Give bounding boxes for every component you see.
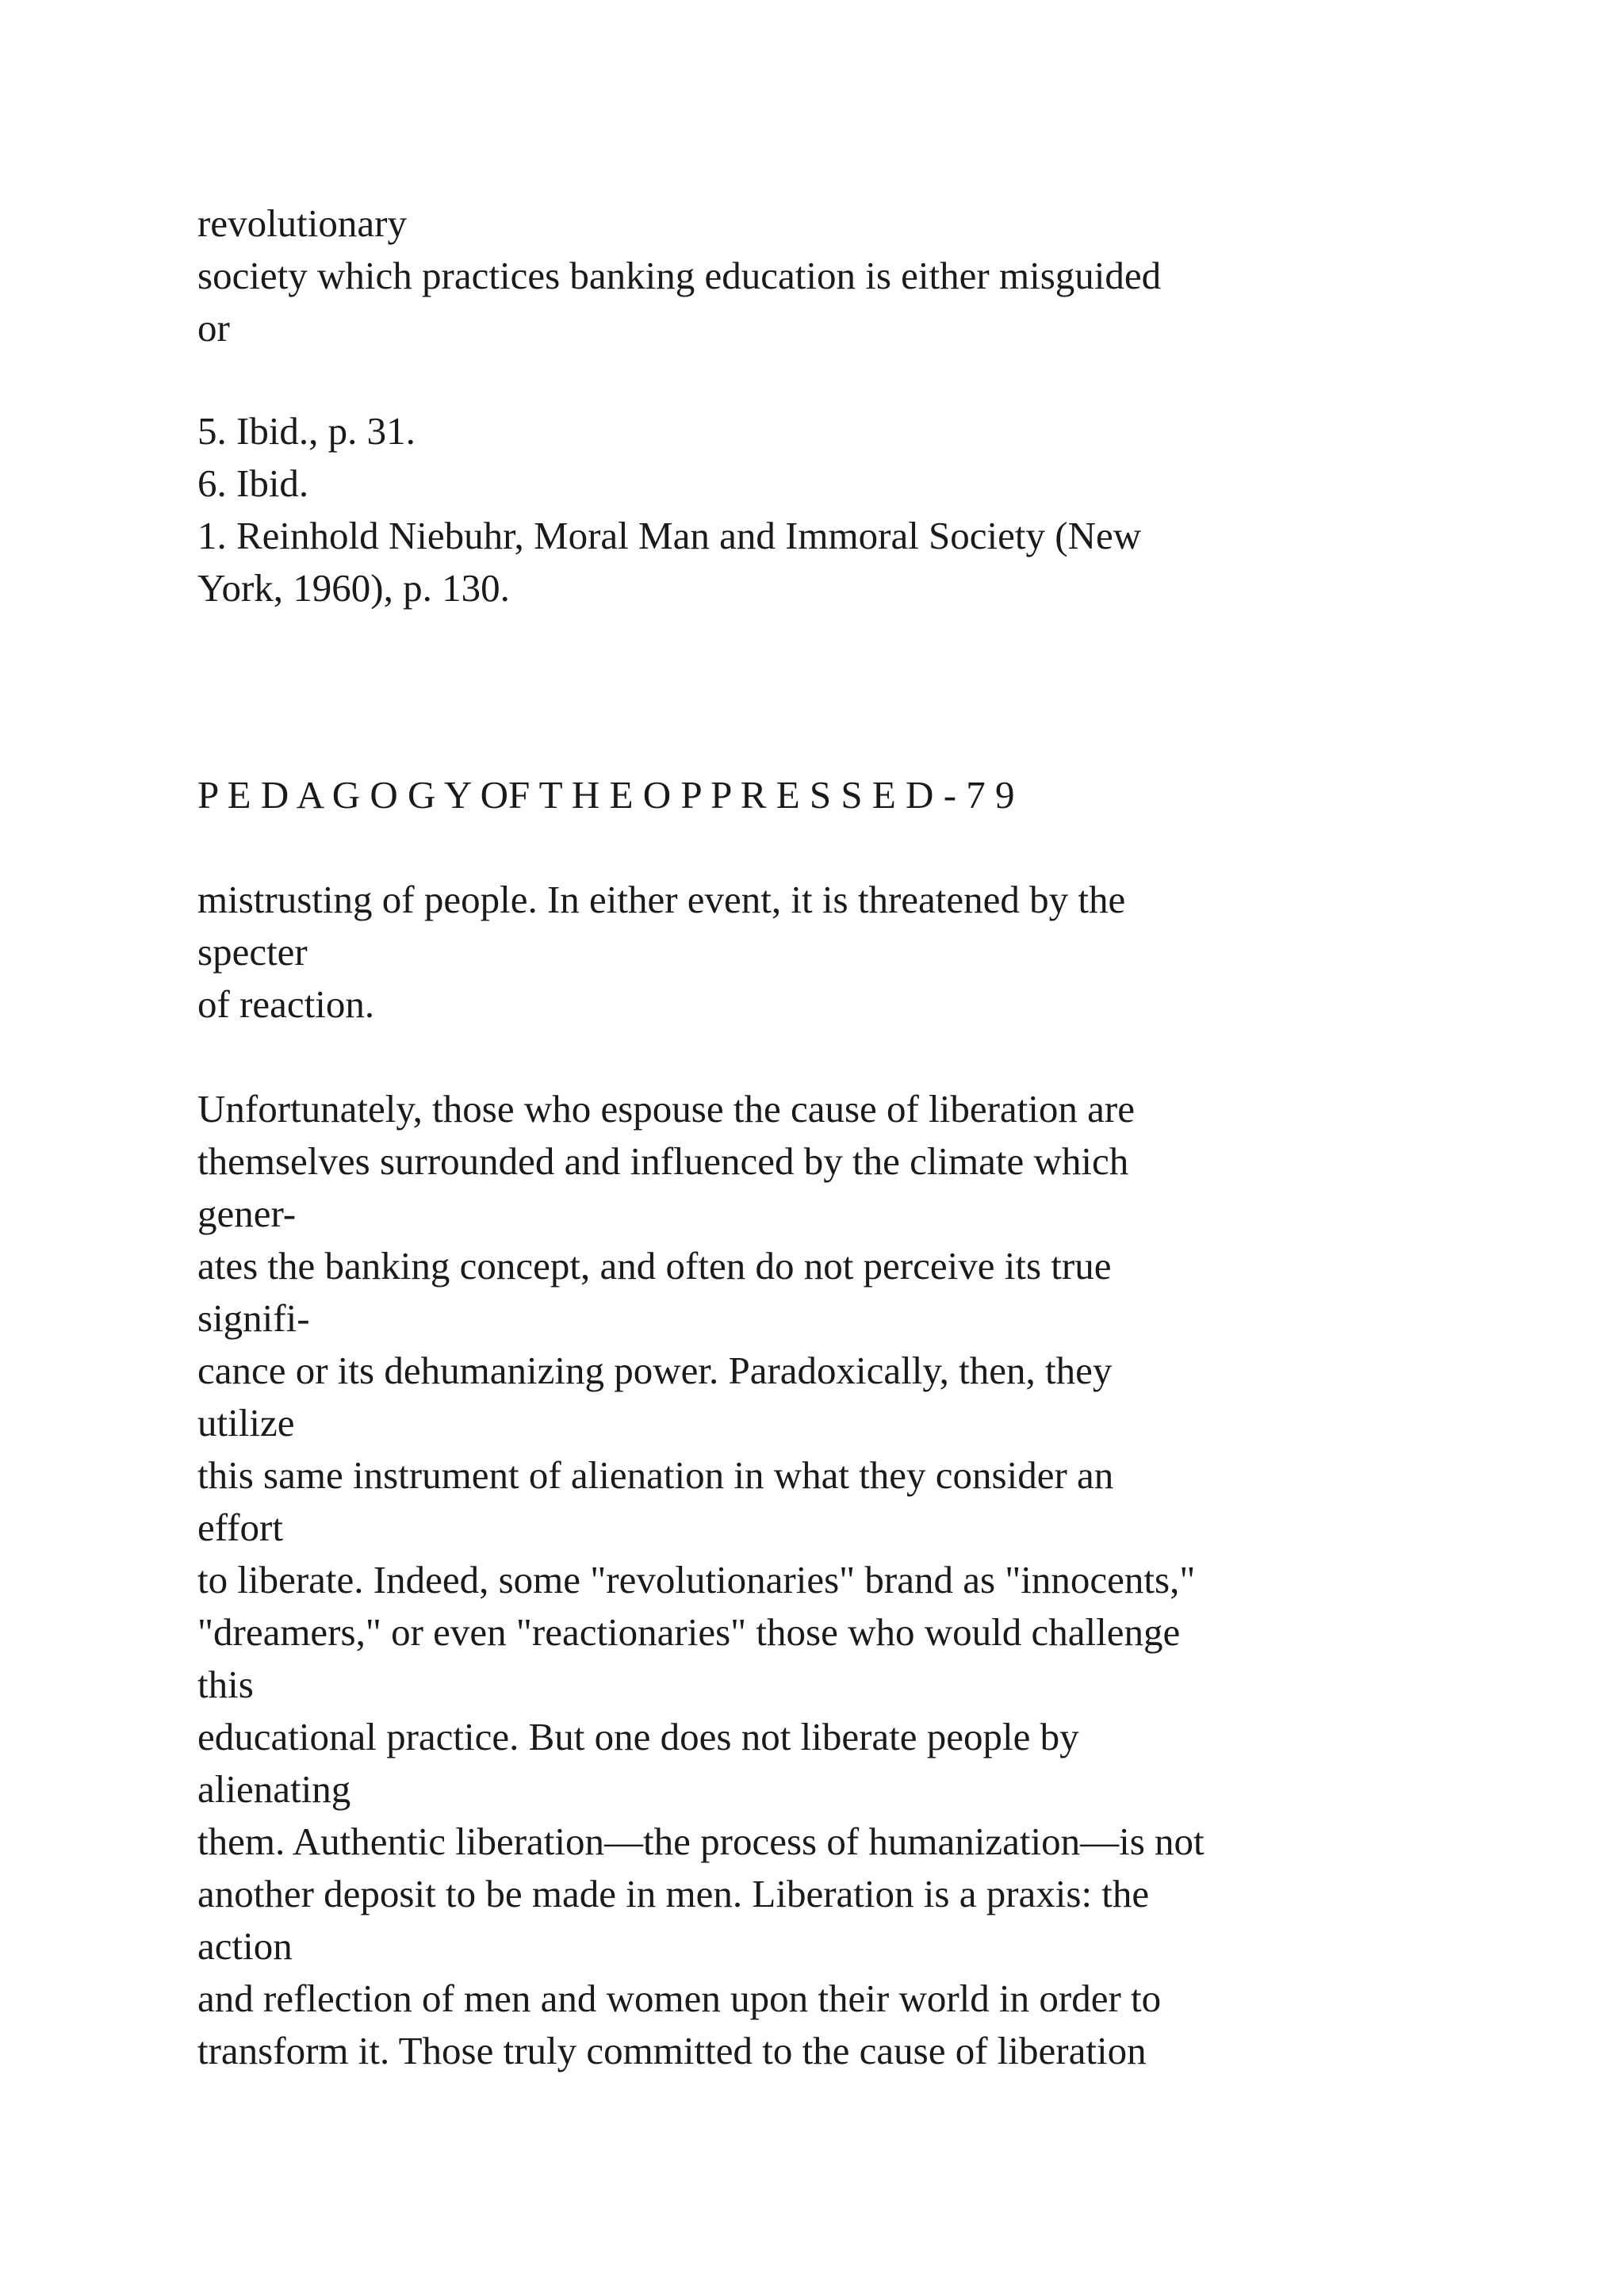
- paragraph2-line: utilize: [197, 1401, 295, 1445]
- paragraph1-line: of reaction.: [197, 982, 375, 1026]
- running-header-text: P E D A G O G Y OF T H E O P P R E S S E D - 7 9: [197, 773, 1015, 817]
- intro-fragment: [197, 197, 1561, 354]
- paragraph2-line: to liberate. Indeed, some "revolutionaries" brand as "innocents,": [197, 1558, 1196, 1601]
- footnotes: [197, 405, 1561, 614]
- paragraph2-line: transform it. Those truly committed to the cause of liberation: [197, 2029, 1147, 2072]
- paragraph2-line: them. Authentic liberation—the process of humanization—is not: [197, 1820, 1205, 1863]
- text-line: or: [197, 306, 230, 350]
- paragraph2-line: educational practice. But one does not liberate people by: [197, 1715, 1079, 1758]
- paragraph2-line: Unfortunately, those who espouse the cause of liberation are: [197, 1087, 1135, 1131]
- paragraph2-line: action: [197, 1924, 293, 1968]
- footnote-line: 6. Ibid.: [197, 461, 309, 505]
- footnote-line: 1. Reinhold Niebuhr, Moral Man and Immoral Society (New: [197, 514, 1142, 557]
- paragraph2-line: ates the banking concept, and often do not perceive its true: [197, 1244, 1112, 1288]
- paragraph2-line: effort: [197, 1506, 283, 1549]
- paragraph1-line: mistrusting of people. In either event, it is threatened by the: [197, 878, 1126, 921]
- body-text: [197, 874, 1561, 2077]
- paragraph2-line: cance or its dehumanizing power. Paradoxically, then, they: [197, 1349, 1113, 1392]
- paragraph2-line: and reflection of men and women upon their world in order to: [197, 1976, 1162, 2020]
- paragraph2-line: this: [197, 1663, 254, 1706]
- text-line: revolutionary: [197, 201, 407, 245]
- paragraph2-line: alienating: [197, 1767, 351, 1811]
- footnote-line: 5. Ibid., p. 31.: [197, 409, 416, 453]
- paragraph2-line: signifi-: [197, 1296, 310, 1340]
- paragraph2-line: themselves surrounded and influenced by the climate which: [197, 1139, 1129, 1183]
- paragraph-gap: [197, 1031, 1561, 1083]
- paragraph1-line: specter: [197, 930, 308, 974]
- footnote-line: York, 1960), p. 130.: [197, 566, 510, 610]
- paragraph2-line: gener-: [197, 1192, 297, 1235]
- paragraph2-line: another deposit to be made in men. Liberation is a praxis: the: [197, 1872, 1150, 1915]
- text-line: society which practices banking education is either misguided: [197, 254, 1162, 297]
- running-header: [197, 769, 1561, 821]
- paragraph2-line: this same instrument of alienation in what they consider an: [197, 1453, 1114, 1497]
- paragraph2-line: "dreamers," or even "reactionaries" those who would challenge: [197, 1610, 1181, 1654]
